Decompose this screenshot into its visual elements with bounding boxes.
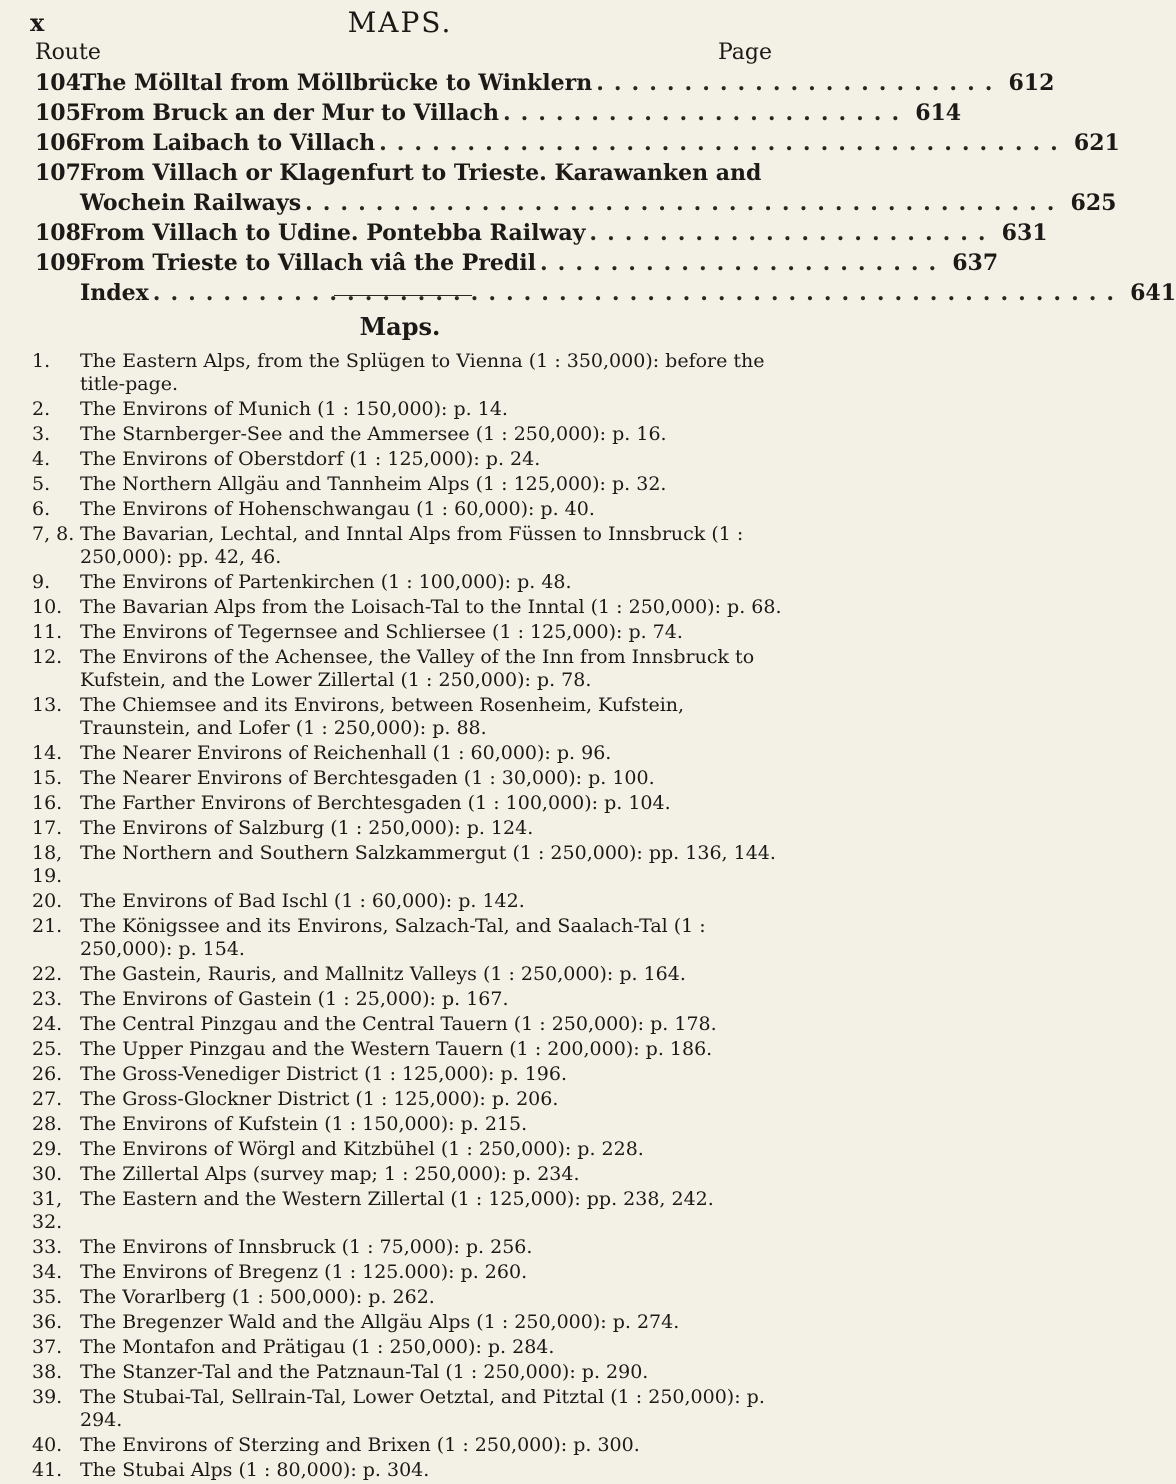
route-number: 106. xyxy=(35,130,89,156)
map-number: 29. xyxy=(32,1138,63,1160)
map-entry xyxy=(32,398,784,421)
map-number: 2. xyxy=(32,398,51,420)
map-description: The Königssee and its Environs, Salzach-Tal, and Saalach-Tal (1 : 250,000): p. 154. xyxy=(80,915,706,960)
map-entry xyxy=(32,1336,784,1359)
map-entry xyxy=(32,1013,784,1036)
route-number: 108. xyxy=(35,220,89,246)
route-number: 109. xyxy=(35,250,89,276)
map-description: The Northern Allgäu and Tannheim Alps (1 : 125,000): p. 32. xyxy=(80,473,667,495)
map-number: 13. xyxy=(32,694,63,716)
map-number: 26. xyxy=(32,1063,63,1085)
map-number: 41. xyxy=(32,1459,63,1481)
map-description: The Nearer Environs of Berchtesgaden (1 : 30,000): p. 100. xyxy=(80,767,655,789)
map-entry xyxy=(32,963,784,986)
route-entry xyxy=(35,218,1048,248)
map-entry xyxy=(32,1361,784,1384)
map-number: 37. xyxy=(32,1336,63,1358)
map-number: 25. xyxy=(32,1038,63,1060)
map-number: 23. xyxy=(32,988,63,1010)
map-description: The Bregenzer Wald and the Allgäu Alps (1 : 250,000): p. 274. xyxy=(80,1311,680,1333)
map-description: The Gross-Venediger District (1 : 125,000): p. 196. xyxy=(80,1063,568,1085)
leader-dots: ....................... xyxy=(502,100,910,126)
map-number: 35. xyxy=(32,1286,63,1308)
route-page: 625 xyxy=(1070,190,1117,216)
map-description: The Stubai-Tal, Sellrain-Tal, Lower Oetztal, and Pitztal (1 : 250,000): p. 294. xyxy=(80,1386,765,1431)
leader-dots: ........................................... xyxy=(305,190,1065,216)
route-page: 641 xyxy=(1130,280,1176,306)
map-description: The Environs of Bad Ischl (1 : 60,000): p. 142. xyxy=(80,890,525,912)
map-entry xyxy=(32,1088,784,1111)
map-entry xyxy=(32,1138,784,1161)
map-entry xyxy=(32,621,784,644)
map-number: 17. xyxy=(32,817,63,839)
map-entry xyxy=(32,1261,784,1284)
map-description: The Gastein, Rauris, and Mallnitz Valleys (1 : 250,000): p. 164. xyxy=(80,963,686,985)
map-number: 18, 19. xyxy=(32,842,63,887)
map-description: The Upper Pinzgau and the Western Tauern (1 : 200,000): p. 186. xyxy=(80,1038,713,1060)
map-entry xyxy=(32,1236,784,1259)
map-description: The Environs of Partenkirchen (1 : 100,000): p. 48. xyxy=(80,571,572,593)
map-number: 38. xyxy=(32,1361,63,1383)
map-entry xyxy=(32,473,784,496)
map-entry xyxy=(32,1163,784,1186)
map-description: The Zillertal Alps (survey map; 1 : 250,000): p. 234. xyxy=(80,1163,580,1185)
map-description: The Eastern Alps, from the Splügen to Vienna (1 : 350,000): before the title-page. xyxy=(80,350,765,395)
maps-list xyxy=(32,350,784,1484)
route-number: 104. xyxy=(35,70,89,96)
map-number: 20. xyxy=(32,890,63,912)
map-number: 3. xyxy=(32,423,51,445)
route-title-continued: Wochein Railways xyxy=(80,190,302,216)
maps-heading: Maps. xyxy=(359,312,441,341)
map-entry xyxy=(32,915,784,961)
map-description: The Gross-Glockner District (1 : 125,000): p. 206. xyxy=(80,1088,559,1110)
map-description: The Stubai Alps (1 : 80,000): p. 304. xyxy=(80,1459,430,1481)
map-entry xyxy=(32,596,784,619)
map-entry xyxy=(32,1188,784,1234)
map-entry xyxy=(32,1386,784,1432)
map-description: The Starnberger-See and the Ammersee (1 : 250,000): p. 16. xyxy=(80,423,667,445)
route-title: From Villach to Udine. Pontebba Railway xyxy=(80,220,586,246)
route-page: 612 xyxy=(1008,70,1055,96)
map-description: The Environs of Kufstein (1 : 150,000): p. 215. xyxy=(80,1113,528,1135)
leader-dots: ....................... xyxy=(540,250,947,276)
page-number: x xyxy=(30,8,45,37)
route-entry xyxy=(35,158,1117,218)
map-description: The Bavarian, Lechtal, and Inntal Alps from Füssen to Innsbruck (1 : 250,000): pp. 42, 46. xyxy=(80,523,744,568)
map-description: The Environs of Tegernsee and Schliersee (1 : 125,000): p. 74. xyxy=(80,621,683,643)
map-number: 31, 32. xyxy=(32,1188,63,1233)
map-number: 28. xyxy=(32,1113,63,1135)
map-number: 10. xyxy=(32,596,63,618)
page-header xyxy=(0,4,800,44)
leader-dots: ....................... xyxy=(596,70,1003,96)
map-entry xyxy=(32,842,784,888)
map-number: 22. xyxy=(32,963,63,985)
map-description: The Montafon and Prätigau (1 : 250,000): p. 284. xyxy=(80,1336,555,1358)
route-entry xyxy=(35,128,1120,158)
leader-dots: ....................... xyxy=(589,220,996,246)
route-column-heading: Route xyxy=(35,40,101,65)
map-number: 33. xyxy=(32,1236,63,1258)
map-description: The Environs of Oberstdorf (1 : 125,000): p. 24. xyxy=(80,448,541,470)
map-entry xyxy=(32,1311,784,1334)
map-number: 39. xyxy=(32,1386,63,1408)
map-number: 15. xyxy=(32,767,63,789)
leader-dots: ....................................................... xyxy=(152,280,1125,306)
route-entry xyxy=(35,98,962,128)
map-description: The Eastern and the Western Zillertal (1 : 125,000): pp. 238, 242. xyxy=(80,1188,714,1210)
map-entry xyxy=(32,498,784,521)
map-number: 27. xyxy=(32,1088,63,1110)
map-description: The Environs of Munich (1 : 150,000): p. 14. xyxy=(80,398,508,420)
map-number: 34. xyxy=(32,1261,63,1283)
map-description: The Northern and Southern Salzkammergut (1 : 250,000): pp. 136, 144. xyxy=(80,842,776,864)
map-description: The Environs of Salzburg (1 : 250,000): p. 124. xyxy=(80,817,534,839)
map-entry xyxy=(32,694,784,740)
map-entry xyxy=(32,1113,784,1136)
map-description: The Vorarlberg (1 : 500,000): p. 262. xyxy=(80,1286,435,1308)
page-column-heading: Page xyxy=(717,40,772,65)
map-number: 24. xyxy=(32,1013,63,1035)
map-description: The Environs of Hohenschwangau (1 : 60,000): p. 40. xyxy=(80,498,595,520)
route-title: Index xyxy=(80,280,149,306)
route-entry xyxy=(35,278,1176,308)
map-entry xyxy=(32,817,784,840)
map-number: 40. xyxy=(32,1434,63,1456)
map-number: 6. xyxy=(32,498,51,520)
map-number: 12. xyxy=(32,646,63,668)
map-entry xyxy=(32,523,784,569)
route-title: The Mölltal from Möllbrücke to Winklern xyxy=(80,70,593,96)
map-description: The Bavarian Alps from the Loisach-Tal to the Inntal (1 : 250,000): p. 68. xyxy=(80,596,782,618)
map-entry xyxy=(32,767,784,790)
route-title: From Bruck an der Mur to Villach xyxy=(80,100,499,126)
map-number: 11. xyxy=(32,621,63,643)
map-description: The Environs of Sterzing and Brixen (1 : 250,000): p. 300. xyxy=(80,1434,640,1456)
map-description: The Farther Environs of Berchtesgaden (1 : 100,000): p. 104. xyxy=(80,792,671,814)
route-page: 631 xyxy=(1001,220,1048,246)
map-description: The Environs of Wörgl and Kitzbühel (1 : 250,000): p. 228. xyxy=(80,1138,644,1160)
route-title: From Villach or Klagenfurt to Trieste. Karawanken and xyxy=(80,160,762,186)
map-number: 7, 8. xyxy=(32,523,75,545)
section-divider xyxy=(334,295,472,296)
map-description: The Environs of Bregenz (1 : 125.000): p. 260. xyxy=(80,1261,528,1283)
map-entry xyxy=(32,1434,784,1457)
map-entry xyxy=(32,890,784,913)
map-description: The Nearer Environs of Reichenhall (1 : 60,000): p. 96. xyxy=(80,742,612,764)
route-entry xyxy=(35,248,999,278)
map-entry xyxy=(32,1063,784,1086)
map-description: The Environs of Innsbruck (1 : 75,000): p. 256. xyxy=(80,1236,533,1258)
map-number: 21. xyxy=(32,915,63,937)
map-entry xyxy=(32,988,784,1011)
map-number: 1. xyxy=(32,350,51,372)
map-entry xyxy=(32,571,784,594)
route-page: 621 xyxy=(1073,130,1120,156)
route-number: 105. xyxy=(35,100,89,126)
map-entry xyxy=(32,1038,784,1061)
map-entry xyxy=(32,448,784,471)
map-entry xyxy=(32,423,784,446)
map-description: The Stanzer-Tal and the Patznaun-Tal (1 : 250,000): p. 290. xyxy=(80,1361,649,1383)
map-entry xyxy=(32,792,784,815)
map-entry xyxy=(32,1286,784,1309)
route-title: From Trieste to Villach viâ the Predil xyxy=(80,250,537,276)
map-number: 4. xyxy=(32,448,51,470)
map-number: 30. xyxy=(32,1163,63,1185)
route-page: 614 xyxy=(915,100,962,126)
map-number: 5. xyxy=(32,473,51,495)
map-number: 14. xyxy=(32,742,63,764)
map-number: 16. xyxy=(32,792,63,814)
map-number: 36. xyxy=(32,1311,63,1333)
map-description: The Environs of Gastein (1 : 25,000): p. 167. xyxy=(80,988,509,1010)
map-description: The Chiemsee and its Environs, between Rosenheim, Kufstein, Traunstein, and Lofer (1 : 250,000): p. 88. xyxy=(80,694,685,739)
map-number: 9. xyxy=(32,571,51,593)
leader-dots: ....................................... xyxy=(379,130,1068,156)
route-entry xyxy=(35,68,1055,98)
map-description: The Environs of the Achensee, the Valley of the Inn from Innsbruck to Kufstein, and the Lower Zillertal (1 : 250,000): p. 78. xyxy=(80,646,755,691)
map-entry xyxy=(32,646,784,692)
map-entry xyxy=(32,350,784,396)
route-title: From Laibach to Villach xyxy=(80,130,376,156)
route-list xyxy=(35,68,1176,308)
map-description: The Central Pinzgau and the Central Tauern (1 : 250,000): p. 178. xyxy=(80,1013,717,1035)
map-entry xyxy=(32,742,784,765)
map-entry xyxy=(32,1459,784,1482)
route-number: 107. xyxy=(35,160,89,186)
running-title: MAPS. xyxy=(347,6,453,39)
route-page: 637 xyxy=(952,250,999,276)
